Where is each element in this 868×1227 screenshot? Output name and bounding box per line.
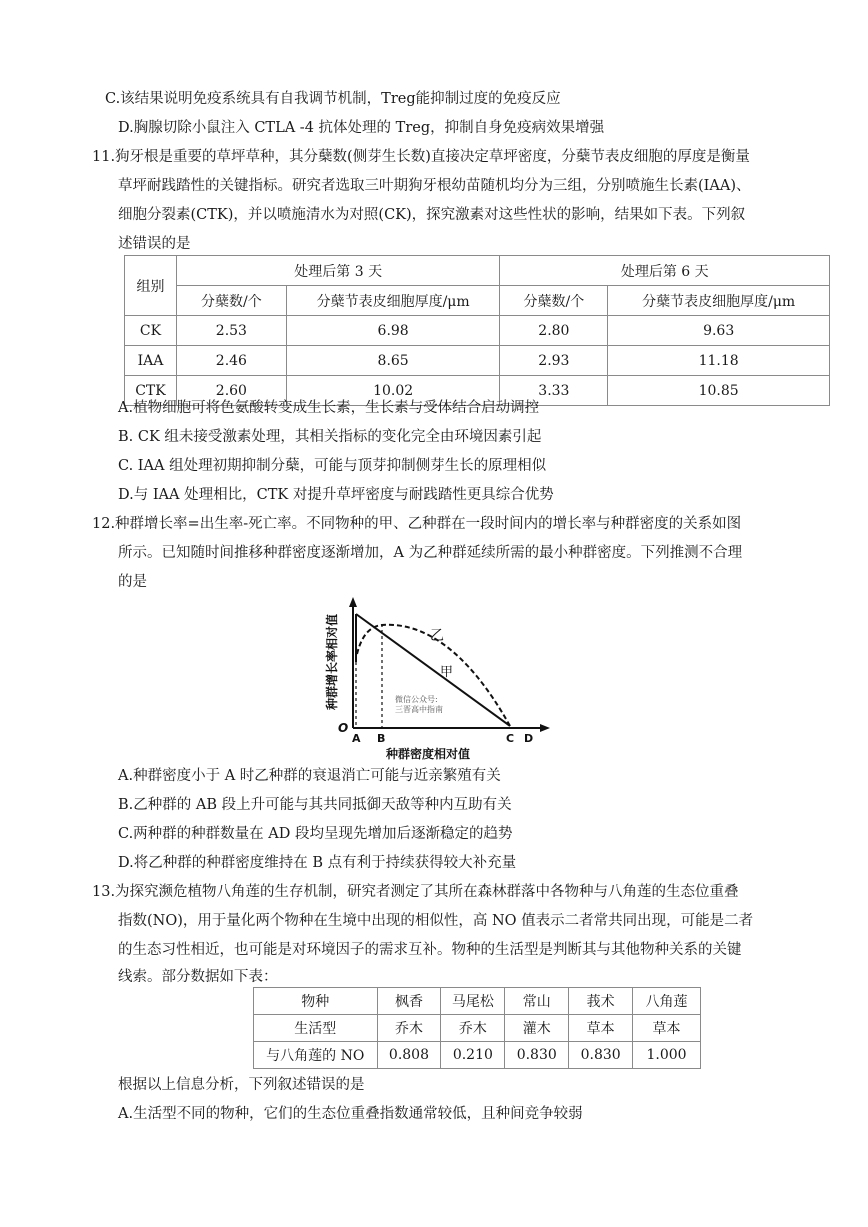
q13-option-a: A.生活型不同的物种，它们的生态位重叠指数通常较低，且种间竞争较弱: [118, 1106, 583, 1122]
table-row: [254, 988, 701, 1015]
q13-stem-line: 的生态习性相近，也可能是对环境因子的需求互补。物种的生活型是判断其与其他物种关系的关键: [118, 942, 742, 958]
q11-stem-line: 细胞分裂素(CTK)，并以喷施清水为对照(CK)，探究激素对这些性状的影响，结果如下表。下列叙: [118, 207, 746, 223]
point-label-c: C: [506, 732, 515, 745]
q11-data-table: [124, 255, 830, 406]
table-cell: 2.46: [176, 346, 286, 376]
table-cell: 2.80: [500, 316, 608, 346]
label-yi: 乙: [430, 628, 444, 644]
table-cell: 0.830: [569, 1042, 633, 1069]
table-row: [254, 1015, 701, 1042]
table-header-thickness: 分蘖节表皮细胞厚度/μm: [608, 286, 830, 316]
origin-label: O: [338, 721, 349, 735]
watermark-line: 微信公众号:: [395, 695, 438, 704]
q11-option-d: D.与 IAA 处理相比，CTK 对提升草坪密度与耐践踏性更具综合优势: [118, 487, 554, 503]
table-cell: 9.63: [608, 316, 830, 346]
table-cell: CK: [125, 316, 177, 346]
table-cell: 0.808: [377, 1042, 441, 1069]
table-cell: 马尾松: [441, 988, 505, 1015]
table-cell: 0.830: [505, 1042, 569, 1069]
q12-option-c: C.两种群的种群数量在 AD 段均呈现先增加后逐渐稳定的趋势: [118, 826, 513, 842]
table-cell: 1.000: [633, 1042, 701, 1069]
table-cell: 乔木: [377, 1015, 441, 1042]
q11-option-a: A.植物细胞可将色氨酸转变成生长素，生长素与受体结合启动调控: [118, 400, 540, 416]
q13-stem-line: 指数(NO)，用于量化两个物种在生境中出现的相似性，高 NO 值表示二者常共同出现，可能是二者: [118, 913, 754, 929]
y-axis-arrow-icon: [349, 597, 357, 607]
row-label-lifeform: 生活型: [254, 1015, 378, 1042]
q12-option-d: D.将乙种群的种群密度维持在 B 点有利于持续获得较大补充量: [118, 855, 517, 871]
table-header-tiller: 分蘖数/个: [500, 286, 608, 316]
table-cell: 2.53: [176, 316, 286, 346]
table-cell: 3.33: [500, 376, 608, 406]
q10-option-d: D.胸腺切除小鼠注入 CTLA -4 抗体处理的 Treg，抑制自身免疫病效果增强: [118, 120, 605, 136]
table-cell: 10.85: [608, 376, 830, 406]
table-cell: 10.02: [286, 376, 500, 406]
q12-stem-line: 12.种群增长率=出生率-死亡率。不同物种的甲、乙种群在一段时间内的增长率与种群密度的关系如图: [92, 516, 742, 532]
table-cell: 2.60: [176, 376, 286, 406]
point-label-b: B: [377, 732, 386, 745]
table-cell: 八角莲: [633, 988, 701, 1015]
row-label-species: 物种: [254, 988, 378, 1015]
table-header-day6: 处理后第 6 天: [500, 256, 830, 286]
table-cell: 8.65: [286, 346, 500, 376]
q13-stem-line: 13.为探究濒危植物八角莲的生存机制，研究者测定了其所在森林群落中各物种与八角莲的生态位重叠: [92, 884, 739, 900]
q10-option-c: C.该结果说明免疫系统具有自我调节机制，Treg能抑制过度的免疫反应: [105, 91, 561, 107]
population-growth-figure: [316, 592, 552, 760]
table-row: [254, 1042, 701, 1069]
q12-option-b: B.乙种群的 AB 段上升可能与其共同抵御天敌等种内互助有关: [118, 797, 512, 813]
label-jia: 甲: [440, 665, 454, 680]
table-cell: 乔木: [441, 1015, 505, 1042]
table-cell: 11.18: [608, 346, 830, 376]
x-axis-arrow-icon: [540, 724, 550, 732]
table-row: [125, 316, 830, 346]
q13-stem-line: 线索。部分数据如下表：: [118, 969, 278, 985]
table-cell: 莪术: [569, 988, 633, 1015]
table-cell: 枫香: [377, 988, 441, 1015]
table-header-tiller: 分蘖数/个: [176, 286, 286, 316]
q12-stem-line: 所示。已知随时间推移种群密度逐渐增加，A 为乙种群延续所需的最小种群密度。下列推测不合理: [118, 545, 743, 561]
table-cell: 2.93: [500, 346, 608, 376]
watermark-line: 三晋高中指南: [395, 705, 443, 714]
table-cell: IAA: [125, 346, 177, 376]
table-header-day3: 处理后第 3 天: [176, 256, 500, 286]
q12-option-a: A.种群密度小于 A 时乙种群的衰退消亡可能与近亲繁殖有关: [118, 768, 501, 784]
q11-stem-line: 述错误的是: [118, 236, 191, 252]
row-label-no: 与八角莲的 NO: [254, 1042, 378, 1069]
table-cell: CTK: [125, 376, 177, 406]
table-cell: 6.98: [286, 316, 500, 346]
table-cell: 草本: [633, 1015, 701, 1042]
table-cell: 0.210: [441, 1042, 505, 1069]
table-cell: 灌木: [505, 1015, 569, 1042]
q11-stem-line: 11.狗牙根是重要的草坪草种，其分蘖数(侧芽生长数)直接决定草坪密度，分蘖节表皮细胞的厚度是衡量: [92, 149, 750, 165]
q11-option-c: C. IAA 组处理初期抑制分蘖，可能与顶芽抑制侧芽生长的原理相似: [118, 458, 547, 474]
table-cell: 常山: [505, 988, 569, 1015]
table-cell: 草本: [569, 1015, 633, 1042]
point-label-d: D: [524, 732, 534, 745]
q12-stem-line: 的是: [118, 574, 147, 590]
q11-stem-line: 草坪耐践踏性的关键指标。研究者选取三叶期狗牙根幼苗随机均分为三组，分别喷施生长素(IAA)、: [118, 178, 751, 194]
q11-option-b: B. CK 组未接受激素处理，其相关指标的变化完全由环境因素引起: [118, 429, 542, 445]
table-header-group: 组别: [125, 256, 177, 316]
table-row: [125, 346, 830, 376]
table-header-thickness: 分蘖节表皮细胞厚度/μm: [286, 286, 500, 316]
y-axis-label: 种群增长率相对值: [325, 613, 339, 711]
q13-question: 根据以上信息分析，下列叙述错误的是: [118, 1077, 365, 1093]
x-axis-label: 种群密度相对值: [385, 747, 471, 760]
point-label-a: A: [352, 732, 361, 745]
q13-data-table: [253, 987, 701, 1069]
